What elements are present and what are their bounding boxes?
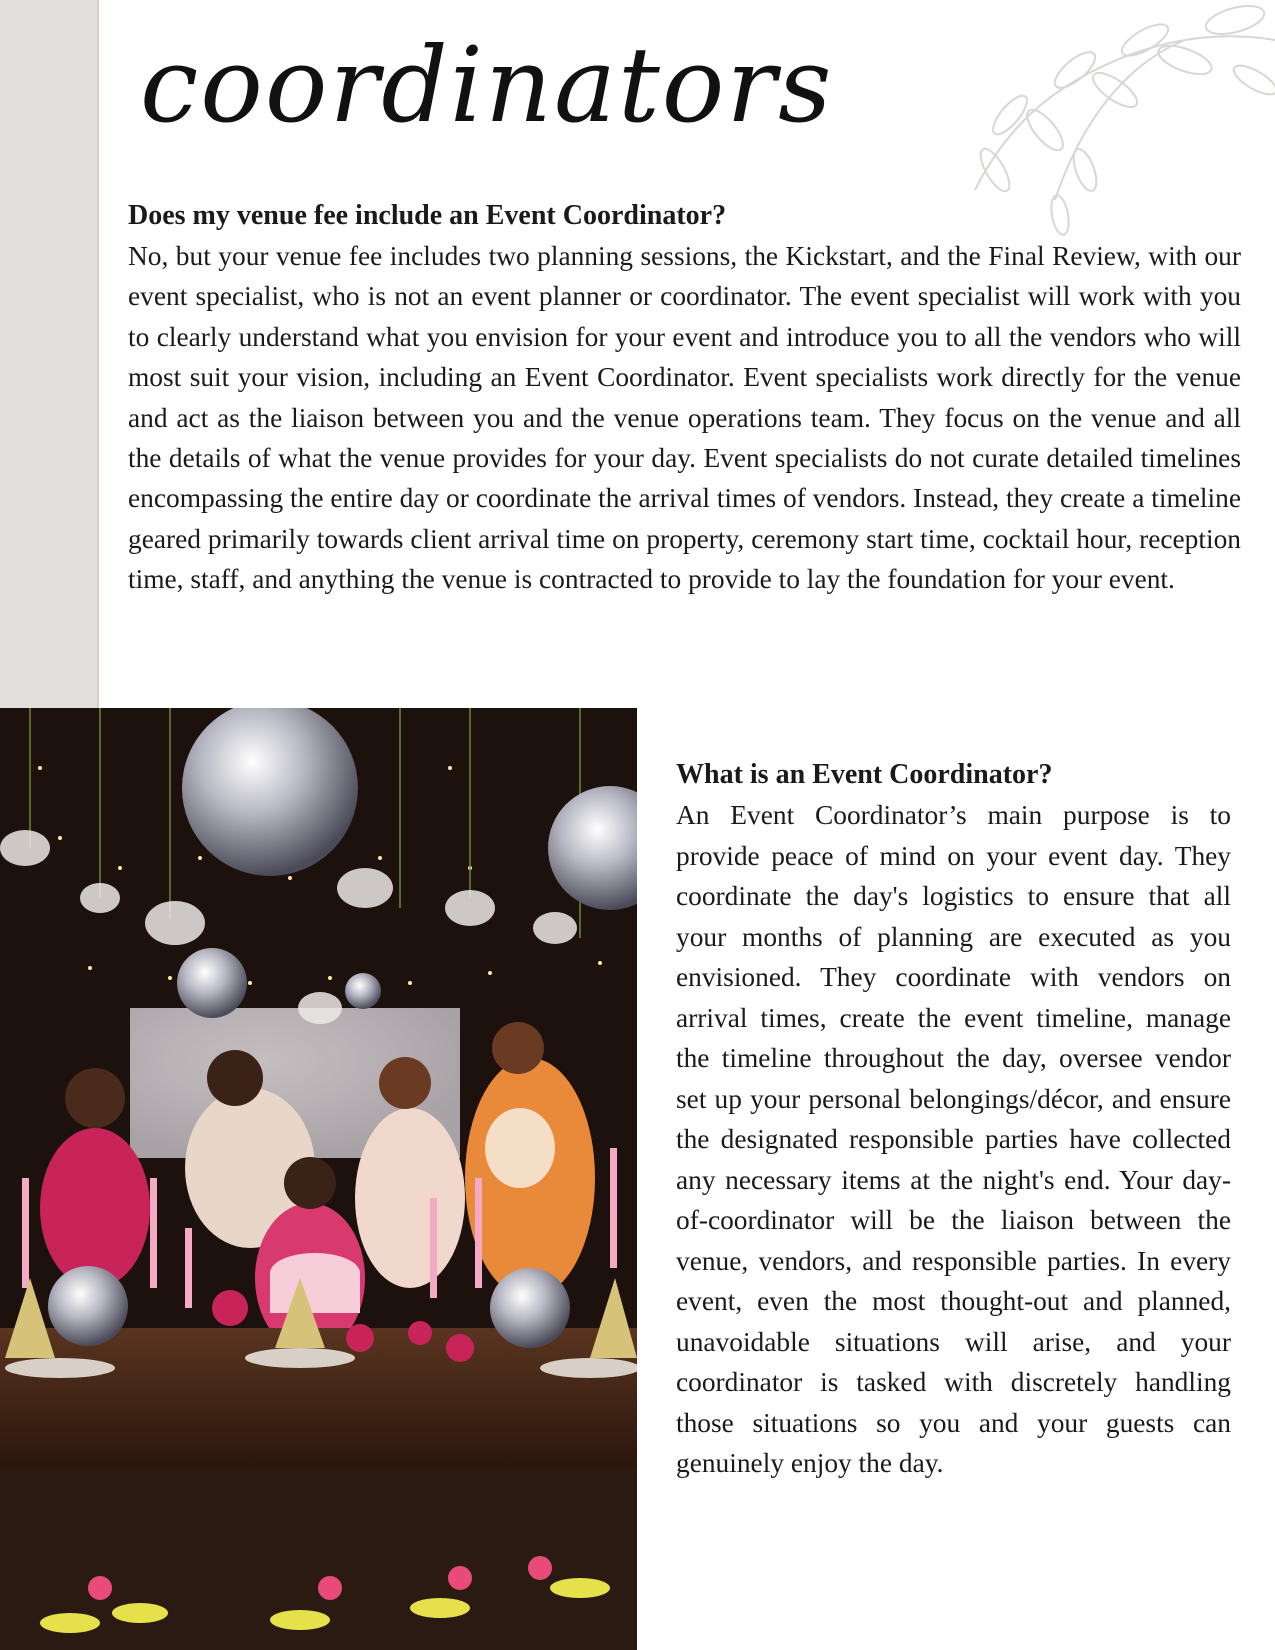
page-title: coordinators [140,24,834,146]
venue-fee-question: Does my venue fee include an Event Coordinator? [128,200,727,231]
venue-fee-answer: No, but your venue fee includes two planning sessions, the Kickstart, and the Final Review, with our event specialist, who is not an event planner or coordinator. The event specialist will work with you to clearly understand what you envision for your event and introduce you to all the vendors who will most suit your vision, including an Event Coordinator. Event specialists work directly for the venue and act as the liaison between you and the venue operations team. They focus on the venue and all the details of what the venue provides for your day. Event specialists do not curate detailed timelines encompassing the entire day or coordinate the arrival times of vendors. Instead, they create a timeline geared primarily towards client arrival time on property, ceremony start time, cocktail hour, reception time, staff, and anything the venue is contracted to provide to lay the foundation for your event. [128,241,1241,595]
side-band [0,0,99,708]
event-coordinator-question: What is an Event Coordinator? [676,759,1053,790]
venue-fee-section [128,196,1241,600]
event-photo [0,708,637,1650]
event-coordinator-section [676,755,1231,1484]
event-coordinator-answer: An Event Coordinator’s main purpose is to provide peace of mind on your event day. They coordinate the day's logistics to ensure that all your months of planning are executed as you envisioned. They coordinate with vendors on arrival times, create the event timeline, manage the timeline throughout the day, oversee vendor set up your personal belongings/décor, and ensure the designated responsible parties have collected any necessary items at the night's end. Your day-of-coordinator will be the liaison between the venue, vendors, and responsible parties. In every event, even the most thought-out and planned, unavoidable situations will arise, and your coordinator is tasked with discretely handling those situations so you and your guests can genuinely enjoy the day. [676,800,1231,1478]
